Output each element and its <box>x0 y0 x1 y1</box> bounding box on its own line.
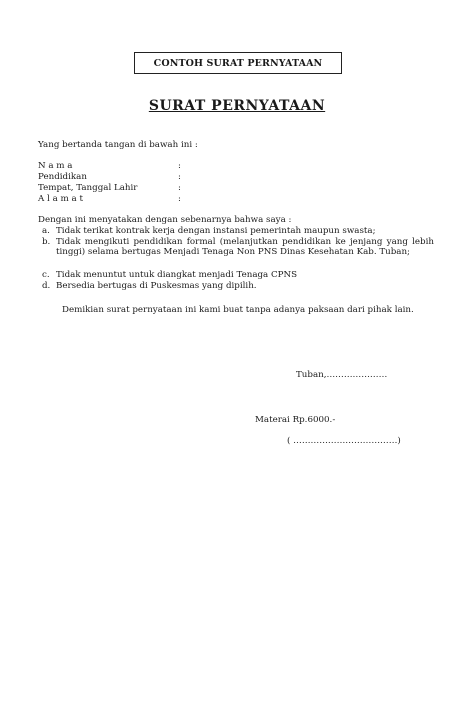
list-item-letter: b. <box>42 237 51 247</box>
field-label-alamat: A l a m a t <box>38 194 83 204</box>
list-item-letter: d. <box>42 281 51 291</box>
field-colon: : <box>178 194 181 204</box>
field-colon: : <box>178 161 181 171</box>
field-label-pendidikan: Pendidikan <box>38 172 87 182</box>
closing-text: Demikian surat pernyataan ini kami buat tanpa adanya paksaan dari pihak lain. <box>62 305 414 315</box>
field-colon: : <box>178 183 181 193</box>
intro-text: Yang bertanda tangan di bawah ini : <box>38 140 198 150</box>
page-title: SURAT PERNYATAAN <box>148 98 326 114</box>
field-label-nama: N a m a <box>38 161 73 171</box>
field-label-tempat-tanggal-lahir: Tempat, Tanggal Lahir <box>38 183 138 193</box>
list-item-text: Tidak terikat kontrak kerja dengan instansi pemerintah maupun swasta; <box>56 226 376 236</box>
list-item-text: Tidak menuntut untuk diangkat menjadi Tenaga CPNS <box>56 270 298 280</box>
statement-intro: Dengan ini menyatakan dengan sebenarnya bahwa saya : <box>38 215 292 225</box>
list-item-letter: a. <box>42 226 50 236</box>
header-box: CONTOH SURAT PERNYATAAN <box>134 52 342 74</box>
materai-label: Materai Rp.6000.- <box>255 415 336 425</box>
list-item-text: Tidak mengikuti pendidikan formal (melanjutkan pendidikan ke jenjang yang lebih tinggi) selama bertugas Menjadi Tenaga Non PNS Dinas Kesehatan Kab. Tuban; <box>56 237 434 257</box>
place-date: Tuban,………………… <box>296 370 388 380</box>
list-item-letter: c. <box>42 270 50 280</box>
signature-line: ( ………………………………) <box>287 436 401 446</box>
list-item-text: Bersedia bertugas di Puskesmas yang dipilih. <box>56 281 257 291</box>
field-colon: : <box>178 172 181 182</box>
